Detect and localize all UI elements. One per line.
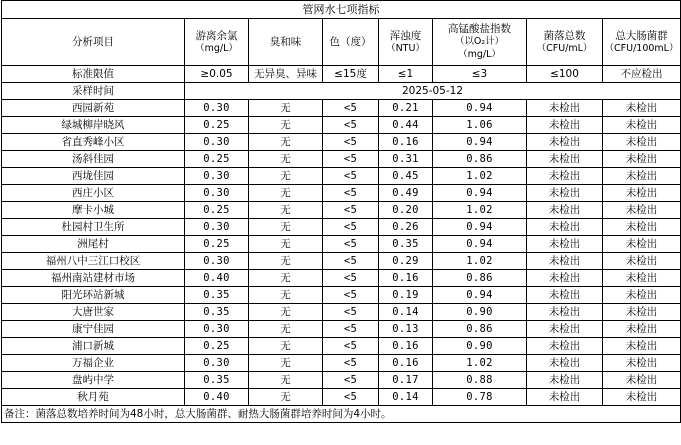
chlorine-cell: 0.25 — [185, 338, 249, 355]
header-turbidity: 浑浊度 （NTU） — [379, 19, 433, 66]
bacteria-cell: 未检出 — [527, 236, 603, 253]
color-cell: <5 — [323, 253, 379, 270]
table-row — [2, 270, 681, 287]
chlorine-cell: 0.35 — [185, 372, 249, 389]
table-row — [2, 151, 681, 168]
turbidity-cell: 0.31 — [379, 151, 433, 168]
bacteria-cell: 未检出 — [527, 253, 603, 270]
table-body — [2, 1, 681, 100]
table-row — [2, 202, 681, 219]
standard-row — [2, 66, 681, 83]
coliform-cell: 未检出 — [603, 321, 681, 338]
turbidity-cell: 0.16 — [379, 355, 433, 372]
color-cell: <5 — [323, 287, 379, 304]
cod-cell: 1.02 — [433, 202, 527, 219]
coliform-cell: 未检出 — [603, 287, 681, 304]
coliform-cell: 未检出 — [603, 270, 681, 287]
coliform-cell: 未检出 — [603, 338, 681, 355]
turbidity-cell: 0.19 — [379, 287, 433, 304]
table-row — [2, 321, 681, 338]
turbidity-cell: 0.17 — [379, 372, 433, 389]
bacteria-cell: 未检出 — [527, 389, 603, 406]
table-title: 管网水七项指标 — [2, 1, 681, 19]
table-row — [2, 185, 681, 202]
header-row — [2, 19, 681, 66]
cod-cell: 0.86 — [433, 270, 527, 287]
color-cell: <5 — [323, 151, 379, 168]
odor-cell: 无 — [249, 372, 323, 389]
color-cell: <5 — [323, 389, 379, 406]
odor-cell: 无 — [249, 287, 323, 304]
standard-odor: 无异臭、异味 — [249, 66, 323, 83]
sampling-date: 2025-05-12 — [185, 83, 681, 100]
chlorine-cell: 0.30 — [185, 185, 249, 202]
odor-cell: 无 — [249, 100, 323, 117]
chlorine-cell: 0.30 — [185, 253, 249, 270]
table-row — [2, 355, 681, 372]
cod-cell: 0.94 — [433, 287, 527, 304]
table-row — [2, 236, 681, 253]
odor-cell: 无 — [249, 168, 323, 185]
chlorine-cell: 0.25 — [185, 117, 249, 134]
odor-cell: 无 — [249, 151, 323, 168]
bacteria-cell: 未检出 — [527, 219, 603, 236]
standard-cod: ≤3 — [433, 66, 527, 83]
bacteria-cell: 未检出 — [527, 338, 603, 355]
turbidity-cell: 0.26 — [379, 219, 433, 236]
color-cell: <5 — [323, 355, 379, 372]
bacteria-cell: 未检出 — [527, 321, 603, 338]
odor-cell: 无 — [249, 236, 323, 253]
color-cell: <5 — [323, 338, 379, 355]
bacteria-cell: 未检出 — [527, 287, 603, 304]
coliform-cell: 未检出 — [603, 236, 681, 253]
bacteria-cell: 未检出 — [527, 100, 603, 117]
standard-turbidity: ≤1 — [379, 66, 433, 83]
header-coliform: 总大肠菌群 （CFU/100mL） — [603, 19, 681, 66]
odor-cell: 无 — [249, 270, 323, 287]
header-chlorine: 游离余氯 （mg/L） — [185, 19, 249, 66]
turbidity-cell: 0.14 — [379, 389, 433, 406]
turbidity-cell: 0.16 — [379, 338, 433, 355]
coliform-cell: 未检出 — [603, 168, 681, 185]
table-row — [2, 338, 681, 355]
site-cell: 万福企业 — [2, 355, 185, 372]
turbidity-cell: 0.35 — [379, 236, 433, 253]
coliform-cell: 未检出 — [603, 389, 681, 406]
turbidity-cell: 0.20 — [379, 202, 433, 219]
coliform-cell: 未检出 — [603, 372, 681, 389]
site-cell: 秋月苑 — [2, 389, 185, 406]
turbidity-cell: 0.44 — [379, 117, 433, 134]
site-cell: 盘屿中学 — [2, 372, 185, 389]
odor-cell: 无 — [249, 304, 323, 321]
bacteria-cell: 未检出 — [527, 168, 603, 185]
bacteria-cell: 未检出 — [527, 355, 603, 372]
bacteria-cell: 未检出 — [527, 185, 603, 202]
odor-cell: 无 — [249, 321, 323, 338]
coliform-cell: 未检出 — [603, 134, 681, 151]
site-cell: 绿城柳岸晓风 — [2, 117, 185, 134]
color-cell: <5 — [323, 117, 379, 134]
turbidity-cell: 0.21 — [379, 100, 433, 117]
site-cell: 康宁佳园 — [2, 321, 185, 338]
coliform-cell: 未检出 — [603, 185, 681, 202]
chlorine-cell: 0.40 — [185, 270, 249, 287]
table-row — [2, 253, 681, 270]
coliform-cell: 未检出 — [603, 355, 681, 372]
coliform-cell: 未检出 — [603, 304, 681, 321]
color-cell: <5 — [323, 304, 379, 321]
bacteria-cell: 未检出 — [527, 304, 603, 321]
bacteria-cell: 未检出 — [527, 151, 603, 168]
site-cell: 浦口新城 — [2, 338, 185, 355]
bacteria-cell: 未检出 — [527, 202, 603, 219]
coliform-cell: 未检出 — [603, 100, 681, 117]
odor-cell: 无 — [249, 185, 323, 202]
chlorine-cell: 0.30 — [185, 355, 249, 372]
chlorine-cell: 0.35 — [185, 304, 249, 321]
table-row — [2, 134, 681, 151]
color-cell: <5 — [323, 134, 379, 151]
table-row — [2, 168, 681, 185]
odor-cell: 无 — [249, 134, 323, 151]
cod-cell: 0.90 — [433, 338, 527, 355]
table-row — [2, 304, 681, 321]
table-row — [2, 117, 681, 134]
cod-cell: 0.90 — [433, 304, 527, 321]
coliform-cell: 未检出 — [603, 219, 681, 236]
odor-cell: 无 — [249, 219, 323, 236]
header-cod: 高锰酸盐指数 （以O₂计） （mg/L） — [433, 19, 527, 66]
cod-cell: 1.02 — [433, 355, 527, 372]
note-row — [2, 406, 681, 423]
cod-cell: 0.94 — [433, 219, 527, 236]
cod-cell: 1.02 — [433, 168, 527, 185]
color-cell: <5 — [323, 168, 379, 185]
sampling-row — [2, 83, 681, 100]
cod-cell: 0.94 — [433, 185, 527, 202]
sampling-label: 采样时间 — [2, 83, 185, 100]
bacteria-cell: 未检出 — [527, 372, 603, 389]
cod-cell: 0.78 — [433, 389, 527, 406]
color-cell: <5 — [323, 100, 379, 117]
bacteria-cell: 未检出 — [527, 270, 603, 287]
bacteria-cell: 未检出 — [527, 134, 603, 151]
chlorine-cell: 0.35 — [185, 287, 249, 304]
site-cell: 汤斜佳园 — [2, 151, 185, 168]
title-row — [2, 1, 681, 19]
cod-cell: 0.94 — [433, 236, 527, 253]
standard-bacteria: ≤100 — [527, 66, 603, 83]
color-cell: <5 — [323, 372, 379, 389]
odor-cell: 无 — [249, 389, 323, 406]
cod-cell: 0.86 — [433, 321, 527, 338]
site-cell: 西垅佳园 — [2, 168, 185, 185]
chlorine-cell: 0.25 — [185, 202, 249, 219]
data-rows — [2, 100, 681, 406]
standard-label: 标准限值 — [2, 66, 185, 83]
turbidity-cell: 0.13 — [379, 321, 433, 338]
color-cell: <5 — [323, 219, 379, 236]
site-cell: 福州南站建材市场 — [2, 270, 185, 287]
color-cell: <5 — [323, 185, 379, 202]
color-cell: <5 — [323, 270, 379, 287]
standard-coliform: 不应检出 — [603, 66, 681, 83]
site-cell: 西庄小区 — [2, 185, 185, 202]
coliform-cell: 未检出 — [603, 253, 681, 270]
turbidity-cell: 0.49 — [379, 185, 433, 202]
turbidity-cell: 0.29 — [379, 253, 433, 270]
table-row — [2, 389, 681, 406]
cod-cell: 0.88 — [433, 372, 527, 389]
odor-cell: 无 — [249, 202, 323, 219]
cod-cell: 0.94 — [433, 100, 527, 117]
site-cell: 省直秀峰小区 — [2, 134, 185, 151]
color-cell: <5 — [323, 202, 379, 219]
note-text: 备注：菌落总数培养时间为48小时，总大肠菌群、耐热大肠菌群培养时间为4小时。 — [2, 406, 681, 423]
site-cell: 杜园村卫生所 — [2, 219, 185, 236]
water-quality-table — [1, 0, 681, 423]
table-row — [2, 372, 681, 389]
chlorine-cell: 0.30 — [185, 100, 249, 117]
header-item: 分析项目 — [2, 19, 185, 66]
turbidity-cell: 0.45 — [379, 168, 433, 185]
coliform-cell: 未检出 — [603, 151, 681, 168]
color-cell: <5 — [323, 236, 379, 253]
chlorine-cell: 0.30 — [185, 219, 249, 236]
header-color: 色（度） — [323, 19, 379, 66]
header-odor: 臭和味 — [249, 19, 323, 66]
chlorine-cell: 0.40 — [185, 389, 249, 406]
standard-chlorine: ≥0.05 — [185, 66, 249, 83]
cod-cell: 0.86 — [433, 151, 527, 168]
chlorine-cell: 0.30 — [185, 168, 249, 185]
standard-color: ≤15度 — [323, 66, 379, 83]
table-row — [2, 287, 681, 304]
coliform-cell: 未检出 — [603, 117, 681, 134]
site-cell: 西园新苑 — [2, 100, 185, 117]
header-bacteria: 菌落总数 （CFU/mL） — [527, 19, 603, 66]
site-cell: 大唐世家 — [2, 304, 185, 321]
chlorine-cell: 0.25 — [185, 151, 249, 168]
cod-cell: 1.06 — [433, 117, 527, 134]
turbidity-cell: 0.14 — [379, 304, 433, 321]
note-body — [2, 406, 681, 423]
site-cell: 洲尾村 — [2, 236, 185, 253]
site-cell: 阳光环站新城 — [2, 287, 185, 304]
odor-cell: 无 — [249, 253, 323, 270]
chlorine-cell: 0.25 — [185, 236, 249, 253]
site-cell: 摩卡小城 — [2, 202, 185, 219]
site-cell: 福州八中三江口校区 — [2, 253, 185, 270]
odor-cell: 无 — [249, 117, 323, 134]
cod-cell: 0.94 — [433, 134, 527, 151]
table-row — [2, 219, 681, 236]
turbidity-cell: 0.16 — [379, 134, 433, 151]
chlorine-cell: 0.30 — [185, 321, 249, 338]
bacteria-cell: 未检出 — [527, 117, 603, 134]
chlorine-cell: 0.30 — [185, 134, 249, 151]
table-row — [2, 100, 681, 117]
turbidity-cell: 0.16 — [379, 270, 433, 287]
odor-cell: 无 — [249, 338, 323, 355]
odor-cell: 无 — [249, 355, 323, 372]
cod-cell: 1.02 — [433, 253, 527, 270]
coliform-cell: 未检出 — [603, 202, 681, 219]
color-cell: <5 — [323, 321, 379, 338]
